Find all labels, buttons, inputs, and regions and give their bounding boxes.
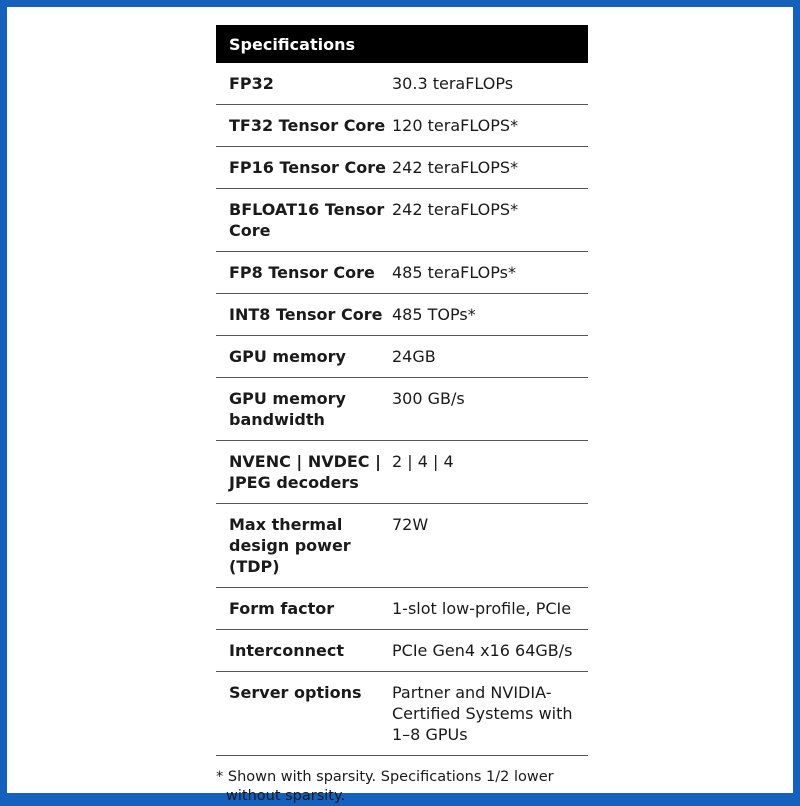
table-row	[216, 252, 588, 294]
row-value: Partner and NVIDIA-Certified Systems with 1–8 GPUs	[392, 683, 573, 744]
row-label: Interconnect	[229, 641, 344, 660]
row-value: PCIe Gen4 x16 64GB/s	[392, 641, 573, 660]
table-row	[216, 336, 588, 378]
row-label: FP32	[229, 74, 274, 93]
table-row	[216, 189, 588, 252]
table-row	[216, 588, 588, 630]
row-value: 300 GB/s	[392, 389, 465, 408]
row-value: 242 teraFLOPS*	[392, 200, 519, 219]
row-value: 485 teraFLOPs*	[392, 263, 516, 282]
table-row	[216, 378, 588, 441]
table-header: Specifications	[216, 25, 588, 63]
page-frame	[7, 7, 793, 804]
row-label: Server options	[229, 683, 362, 702]
table-row	[216, 441, 588, 504]
row-label: GPU memory bandwidth	[229, 389, 346, 429]
row-value: 24GB	[392, 347, 436, 366]
row-label: NVENC | NVDEC | JPEG decoders	[229, 452, 381, 492]
spec-sheet	[216, 25, 588, 806]
row-value: 1-slot low-profile, PCIe	[392, 599, 572, 618]
row-label: FP8 Tensor Core	[229, 263, 375, 282]
table-row	[216, 294, 588, 336]
row-label: Max thermal design power (TDP)	[229, 515, 351, 576]
row-label: FP16 Tensor Core	[229, 158, 386, 177]
row-label: GPU memory	[229, 347, 346, 366]
table-row	[216, 630, 588, 672]
table-row	[216, 672, 588, 756]
row-label: Form factor	[229, 599, 335, 618]
table-row	[216, 105, 588, 147]
row-value: 120 teraFLOPS*	[392, 116, 519, 135]
row-value: 485 TOPs*	[392, 305, 476, 324]
row-value: 242 teraFLOPS*	[392, 158, 519, 177]
row-label: BFLOAT16 Tensor Core	[229, 200, 385, 240]
row-value: 72W	[392, 515, 429, 534]
row-label: INT8 Tensor Core	[229, 305, 383, 324]
table-row	[216, 63, 588, 105]
table-row	[216, 147, 588, 189]
table-row	[216, 504, 588, 588]
row-value: 30.3 teraFLOPs	[392, 74, 514, 93]
sparsity-footnote: * Shown with sparsity. Specifications 1/2 lower without sparsity.	[216, 769, 554, 804]
row-value: 2 | 4 | 4	[392, 452, 454, 471]
row-label: TF32 Tensor Core	[229, 116, 386, 135]
